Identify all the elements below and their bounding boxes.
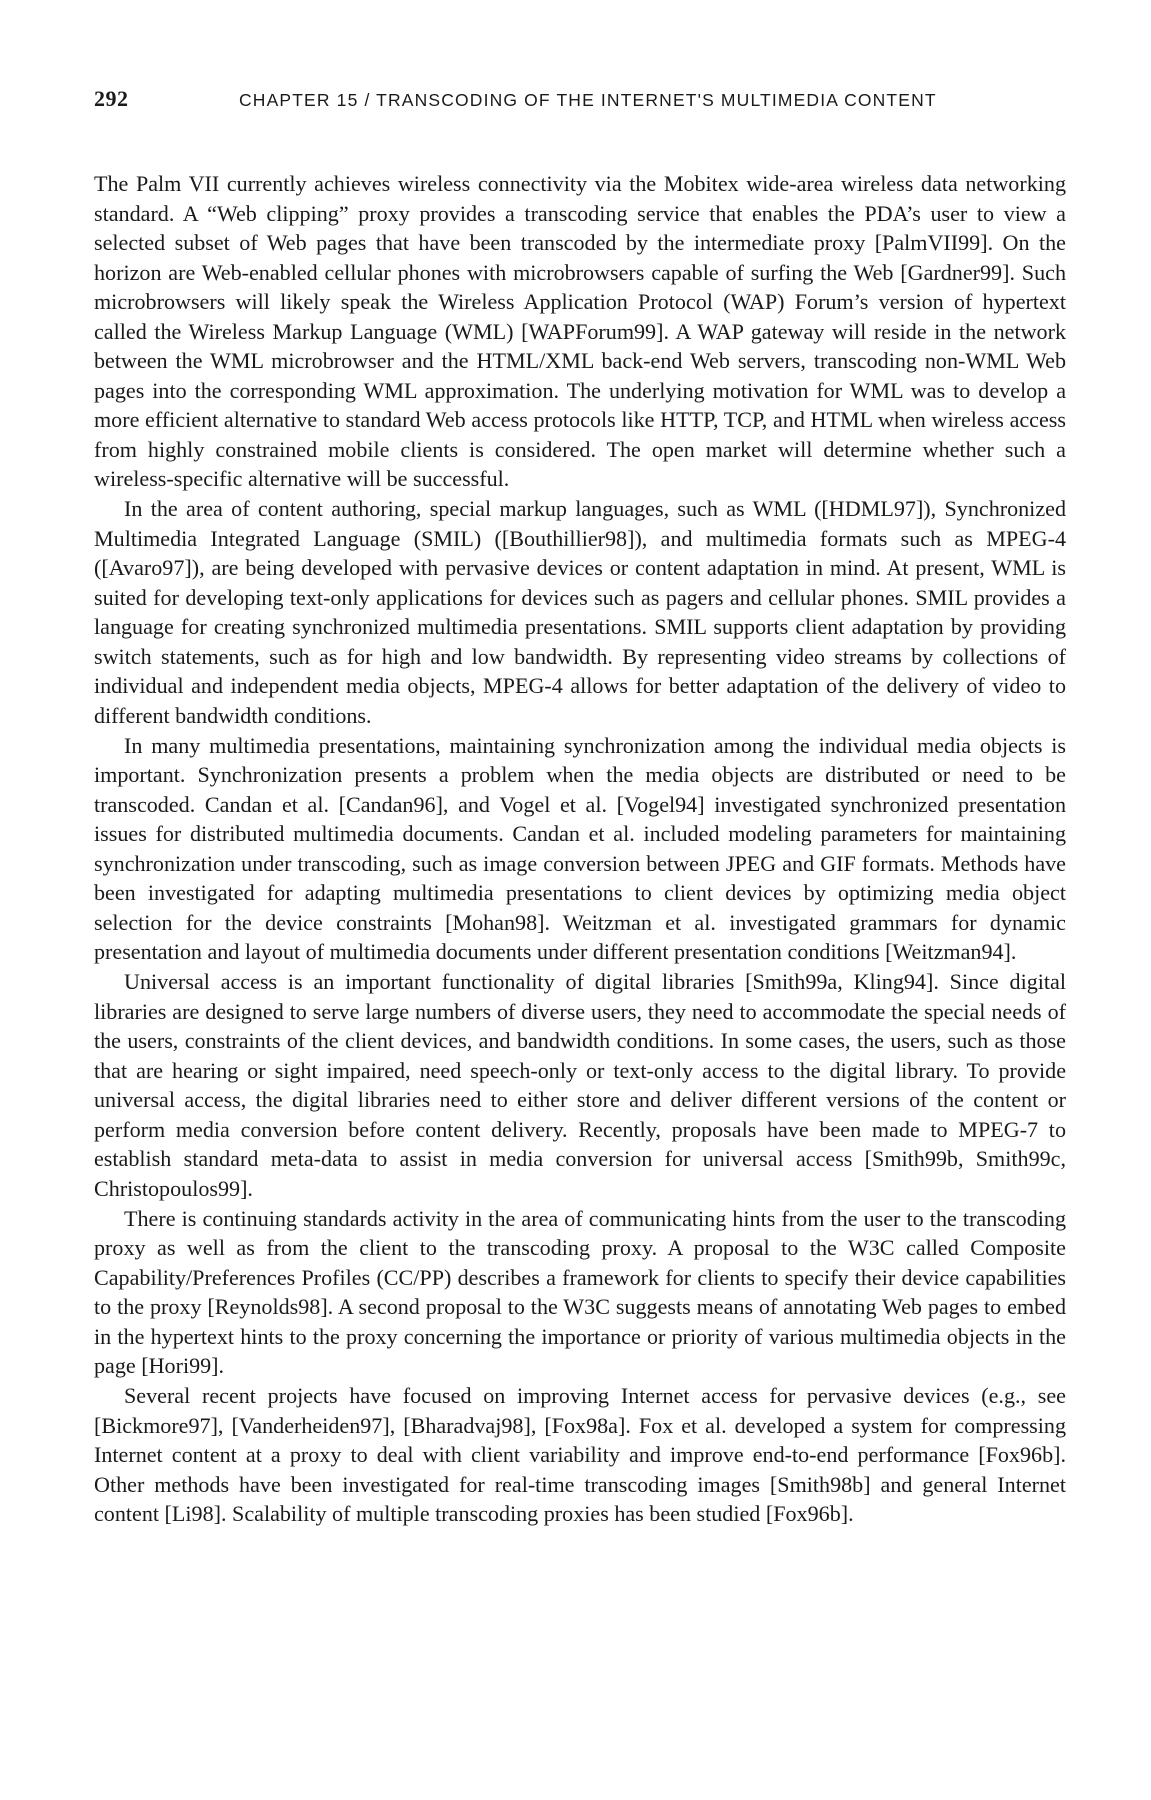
page-number: 292: [94, 86, 129, 111]
body-text: [94, 169, 1066, 1529]
paragraph-recent-projects: Several recent projects have focused on improving Internet access for pervasive devices (e.g., see [Bickmore97], [Vanderheiden97], [Bharadvaj98], [Fox98a]. Fox et al. developed a system for compressing Internet content at a proxy to deal with client variability and improve end-to-end performance [Fox96b]. Other methods have been investigated for real-time transcoding images [Smith98b] and general Internet content [Li98]. Scalability of multiple transcoding proxies has been studied [Fox96b].: [94, 1383, 1066, 1526]
paragraph-standards-activity: There is continuing standards activity in the area of communicating hints from the user to the transcoding proxy as well as from the client to the transcoding proxy. A proposal to the W3C called Composite Capability/Preferences Profiles (CC/PP) describes a framework for clients to specify their device capabilities to the proxy [Reynolds98]. A second proposal to the W3C suggests means of annotating Web pages to embed in the hypertext hints to the proxy concerning the importance or priority of various multimedia objects in the page [Hori99].: [94, 1205, 1066, 1378]
paragraph-content-authoring: In the area of content authoring, special markup languages, such as WML ([HDML97]), Synchronized Multimedia Integrated Language (SMIL) ([Bouthillier98]), and multimedia formats such as MPEG-4 ([Avaro97]), are being developed with pervasive devices or content adaptation in mind. At present, WML is suited for developing text-only applications for devices such as pagers and cellular phones. SMIL provides a language for creating synchronized multimedia presentations. SMIL supports client adaptation by providing switch statements, such as for high and low bandwidth. By representing video streams by collections of individual and independent media objects, MPEG-4 allows for better adaptation of the delivery of video to different bandwidth conditions.: [94, 496, 1066, 728]
running-head: CHAPTER 15 / TRANSCODING OF THE INTERNET'S MULTIMEDIA CONTENT: [239, 90, 937, 110]
page-header: [94, 86, 1067, 120]
paragraph-palm-vii: The Palm VII currently achieves wireless connectivity via the Mobitex wide-area wireless data networking standard. A “Web clipping” proxy provides a transcoding service that enables the PDA’s user to view a selected subset of Web pages that have been transcoded by the intermediate proxy [PalmVII99]. On the horizon are Web-enabled cellular phones with microbrowsers capable of surfing the Web [Gardner99]. Such microbrowsers will likely speak the Wireless Application Protocol (WAP) Forum’s version of hypertext called the Wireless Markup Language (WML) [WAPForum99]. A WAP gateway will reside in the network between the WML microbrowser and the HTML/XML back-end Web servers, transcoding non-WML Web pages into the corresponding WML approximation. The underlying motivation for WML was to develop a more efficient alternative to standard Web access protocols like HTTP, TCP, and HTML when wireless access from highly constrained mobile clients is considered. The open market will determine whether such a wireless-specific alternative will be successful.: [94, 171, 1066, 491]
paragraph-synchronization: In many multimedia presentations, maintaining synchronization among the individual media objects is important. Synchronization presents a problem when the media objects are distributed or need to be transcoded. Candan et al. [Candan96], and Vogel et al. [Vogel94] investigated synchronized presentation issues for distributed multimedia documents. Candan et al. included modeling parameters for maintaining synchronization under transcoding, such as image conversion between JPEG and GIF formats. Methods have been investigated for adapting multimedia presentations to client devices by optimizing media object selection for the device constraints [Mohan98]. Weitzman et al. investigated grammars for dynamic presentation and layout of multimedia documents under different presentation conditions [Weitzman94].: [94, 732, 1066, 964]
paragraph-universal-access: Universal access is an important functionality of digital libraries [Smith99a, Kling94]. Since digital libraries are designed to serve large numbers of diverse users, they need to accommodate the special needs of the users, constraints of the client devices, and bandwidth conditions. In some cases, the users, such as those that are hearing or sight impaired, need speech-only or text-only access to the digital library. To provide universal access, the digital libraries need to either store and deliver different versions of the content or perform media conversion before content delivery. Recently, proposals have been made to MPEG-7 to establish standard meta-data to assist in media conversion for universal access [Smith99b, Smith99c, Christopoulos99].: [94, 969, 1066, 1201]
